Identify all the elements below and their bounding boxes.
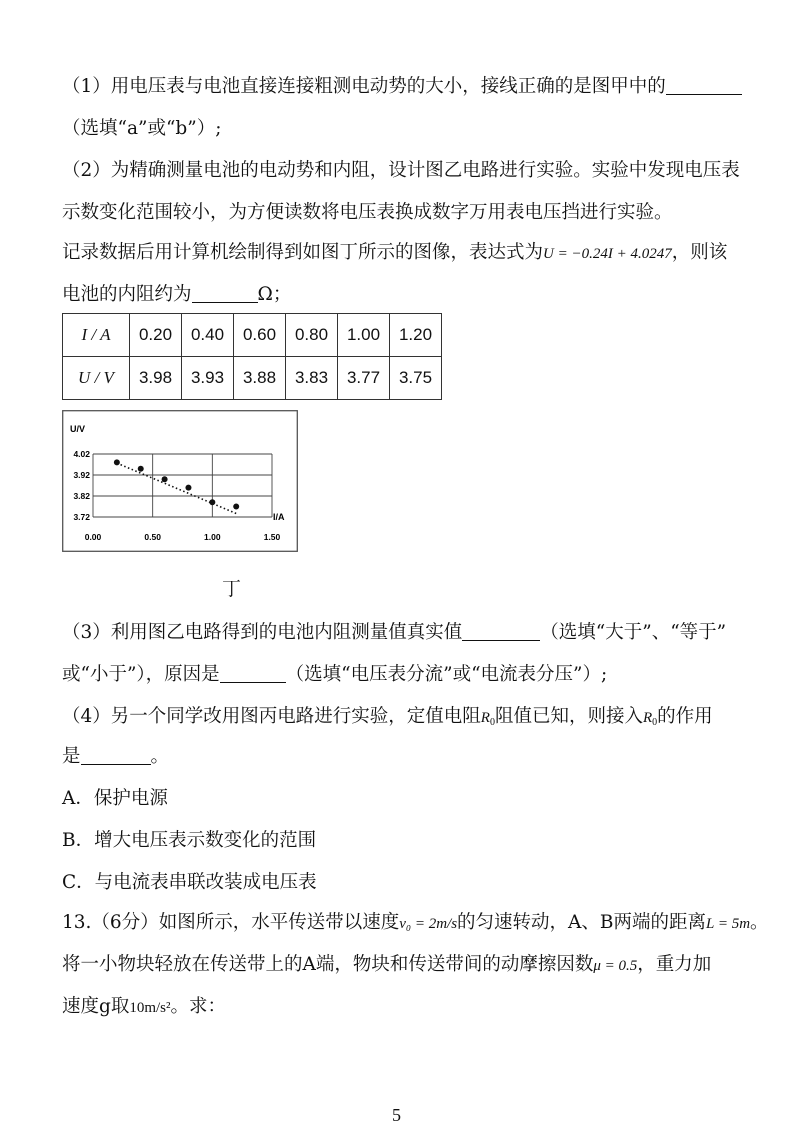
data-point — [138, 466, 144, 472]
table-row — [63, 314, 442, 357]
q3-line1: （3）利用图乙电路得到的电池内阻测量值真实值 （选填“大于”、“等于” — [62, 622, 727, 643]
table-cell: 3.98 — [130, 357, 182, 400]
table-cell: 3.83 — [286, 357, 338, 400]
table-cell: 0.60 — [234, 314, 286, 357]
q1-line1: （1）用电压表与电池直接连接粗测电动势的大小，接线正确的是图甲中的 — [62, 74, 742, 100]
y-tick-label: 3.92 — [73, 470, 90, 480]
y-tick-label: 3.72 — [73, 512, 90, 522]
q4-line1: （4）另一个同学改用图丙电路进行实验，定值电阻$R_0$阻值已知，则接入$R_0$的作用 — [62, 706, 713, 728]
q1-line2: （选填“a”或“b”）; — [62, 118, 222, 139]
data-point — [162, 476, 168, 482]
u-i-chart — [62, 410, 298, 552]
row-label-voltage: U / V — [63, 357, 130, 400]
option-a[interactable]: A．保护电源 — [62, 788, 168, 809]
table-cell: 1.20 — [390, 314, 442, 357]
table-cell: 3.93 — [182, 357, 234, 400]
table-cell: 0.20 — [130, 314, 182, 357]
option-c[interactable]: C．与电流表串联改装成电压表 — [62, 872, 317, 893]
q2-line2: 示数变化范围较小，为方便读数将电压表换成数字万用表电压挡进行实验。 — [62, 202, 673, 223]
table-cell: 0.40 — [182, 314, 234, 357]
q4-line2: 是 。 — [62, 746, 170, 767]
x-tick-label: 1.00 — [204, 532, 221, 542]
data-point — [233, 504, 239, 510]
x-tick-label: 0.00 — [84, 532, 102, 542]
row-label-current: I / A — [63, 314, 130, 357]
y-tick-label: 4.02 — [73, 449, 90, 459]
answer-blank[interactable] — [192, 284, 258, 303]
table-row — [63, 357, 442, 400]
data-table — [62, 313, 442, 400]
table-cell: 3.88 — [234, 357, 286, 400]
page-number: 5 — [392, 1105, 401, 1125]
y-tick-label: 3.82 — [73, 491, 90, 501]
q3-line2: 或“小于”），原因是 （选填“电压表分流”或“电流表分压”）; — [62, 664, 608, 685]
q13-line3: 速度g取10m/s²。求： — [62, 996, 227, 1017]
table-cell: 1.00 — [338, 314, 390, 357]
x-axis-label: I/A — [273, 512, 285, 522]
q2-line1: （2）为精确测量电池的电动势和内阻，设计图乙电路进行实验。实验中发现电压表 — [62, 160, 740, 181]
q2-line3: 记录数据后用计算机绘制得到如图丁所示的图像，表达式为U = −0.24I + 4.0247，则该 — [62, 242, 728, 263]
data-point — [114, 459, 120, 465]
chart-frame — [63, 411, 298, 552]
x-tick-label: 0.50 — [144, 532, 161, 542]
y-axis-label: U/V — [70, 424, 86, 434]
answer-blank[interactable] — [81, 746, 151, 765]
answer-blank[interactable] — [220, 664, 286, 683]
answer-blank[interactable] — [666, 76, 742, 95]
table-cell: 0.80 — [286, 314, 338, 357]
data-point — [185, 485, 191, 491]
q13-line1: 13.（6分）如图所示，水平传送带以速度v₀ = 2m/s的匀速转动，A、B两端的距离L = 5m。 — [62, 912, 769, 933]
fit-formula: U = −0.24I + 4.0247 — [543, 246, 672, 262]
q2-line4: 电池的内阻约为 Ω； — [62, 284, 292, 305]
table-cell: 3.75 — [390, 357, 442, 400]
option-b[interactable]: B．增大电压表示数变化的范围 — [62, 830, 317, 851]
table-cell: 3.77 — [338, 357, 390, 400]
x-tick-label: 1.50 — [263, 532, 281, 542]
q13-line2: 将一小物块轻放在传送带上的A端，物块和传送带间的动摩擦因数μ = 0.5，重力加 — [62, 954, 712, 975]
data-point — [209, 499, 215, 505]
figure-caption: 丁 — [222, 578, 242, 600]
answer-blank[interactable] — [462, 622, 540, 641]
